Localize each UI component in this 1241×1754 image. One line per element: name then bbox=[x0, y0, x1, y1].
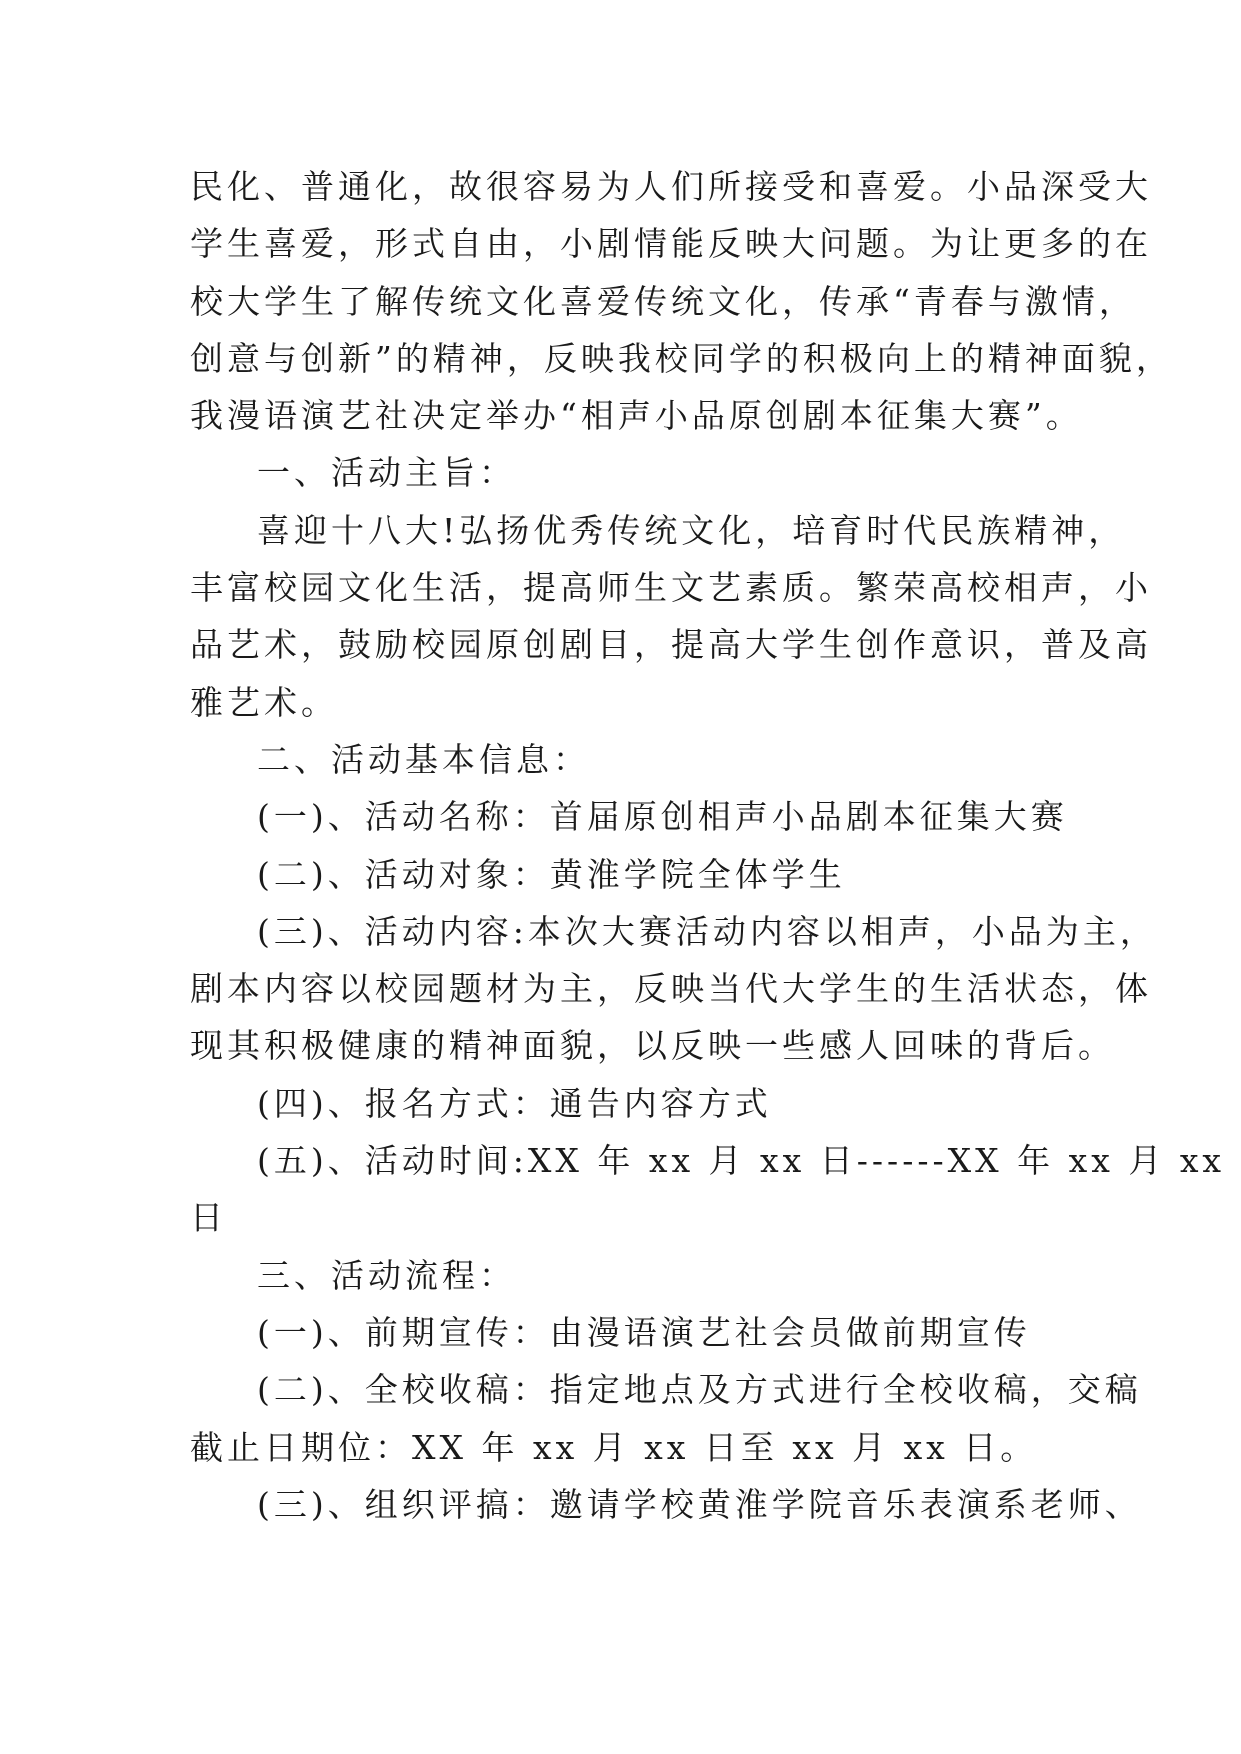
document-body bbox=[190, 158, 1226, 1533]
text-line: (三)、活动内容:本次大赛活动内容以相声，小品为主， bbox=[257, 911, 1157, 951]
text-line: 喜迎十八大!弘扬优秀传统文化，培育时代民族精神， bbox=[257, 510, 1126, 550]
text-line: (一)、活动名称：首届原创相声小品剧本征集大赛 bbox=[257, 797, 1068, 837]
text-line: 雅艺术。 bbox=[190, 682, 338, 722]
text-line: 现其积极健康的精神面貌，以反映一些感人回味的背后。 bbox=[190, 1026, 1115, 1066]
section-heading-2: 二、活动基本信息： bbox=[257, 739, 590, 779]
text-line: (一)、前期宣传：由漫语演艺社会员做前期宣传 bbox=[257, 1312, 1031, 1352]
text-line: 学生喜爱，形式自由，小剧情能反映大问题。为让更多的在 bbox=[190, 224, 1152, 264]
text-line: 丰富校园文化生活，提高师生文艺素质。繁荣高校相声，小 bbox=[190, 568, 1152, 608]
text-line: 我漫语演艺社决定举办“相声小品原创剧本征集大赛”。 bbox=[190, 396, 1083, 436]
text-line: 创意与创新”的精神，反映我校同学的积极向上的精神面貌， bbox=[190, 338, 1173, 378]
text-line: (三)、组织评搞：邀请学校黄淮学院音乐表演系老师、 bbox=[257, 1484, 1142, 1524]
text-line: 校大学生了解传统文化喜爱传统文化，传承“青春与激情， bbox=[190, 281, 1136, 321]
text-line: (五)、活动时间:XX 年 xx 月 xx 日------XX 年 xx 月 xx bbox=[257, 1141, 1226, 1181]
text-line: (四)、报名方式：通告内容方式 bbox=[257, 1083, 772, 1123]
text-line: 品艺术，鼓励校园原创剧目，提高大学生创作意识，普及高 bbox=[190, 625, 1152, 665]
text-line: 民化、普通化，故很容易为人们所接受和喜爱。小品深受大 bbox=[190, 167, 1152, 206]
text-line: (二)、全校收稿：指定地点及方式进行全校收稿，交稿 bbox=[257, 1370, 1142, 1410]
text-line: 剧本内容以校园题材为主，反映当代大学生的生活状态，体 bbox=[190, 969, 1152, 1009]
text-line: 截止日期位：XX 年 xx 月 xx 日至 xx 月 xx 日。 bbox=[190, 1427, 1038, 1467]
section-heading-3: 三、活动流程： bbox=[257, 1255, 516, 1295]
section-heading-1: 一、活动主旨： bbox=[257, 453, 516, 493]
text-line: 日 bbox=[190, 1198, 227, 1238]
text-line: (二)、活动对象：黄淮学院全体学生 bbox=[257, 854, 846, 894]
